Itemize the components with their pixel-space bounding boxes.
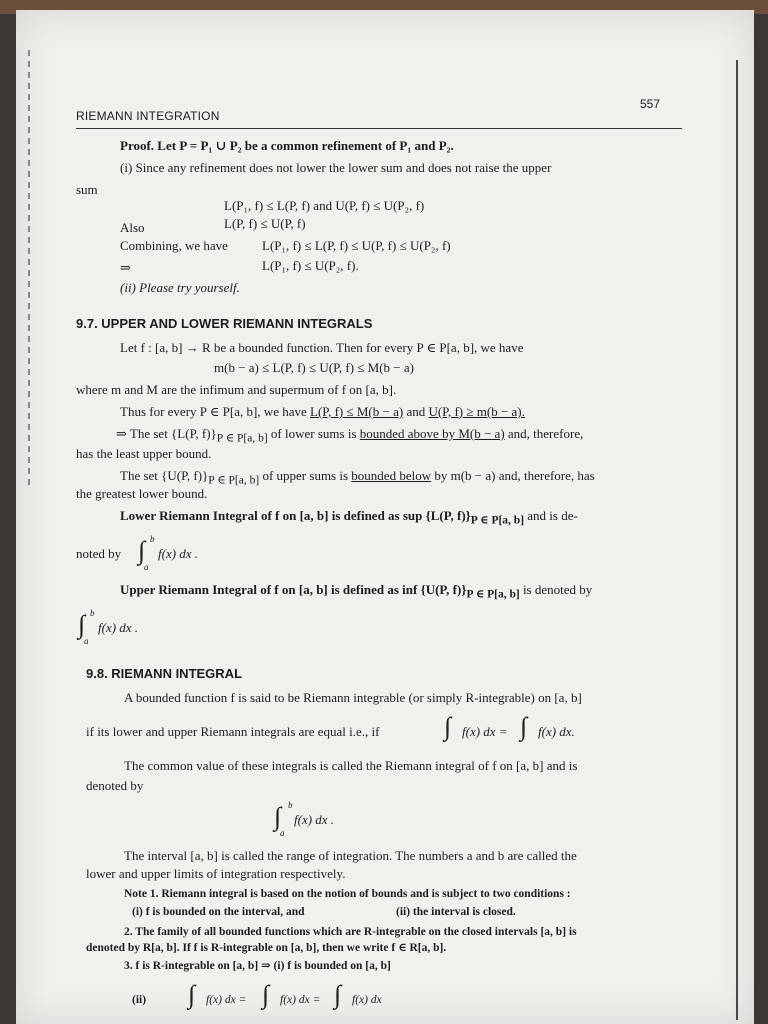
proof-eq-2: L(P, f) ≤ U(P, f) — [224, 216, 306, 231]
sec98-integral-sign-1: ∫ — [444, 712, 452, 741]
sec98-paragraph-1: A bounded function f is said to be Riemann integrable (or simply R-integrable) on [a, b] — [124, 690, 582, 705]
lower-riemann-definition — [120, 508, 578, 529]
sec97-p6-text: of upper sums is — [262, 468, 349, 483]
upper-def-continued: is denoted by — [522, 582, 593, 597]
upper-integral-body: f(x) dx . — [98, 620, 139, 635]
note-3-integral-sign-3: ∫ — [334, 980, 342, 1009]
sec97-paragraph-3 — [120, 404, 525, 420]
proof-line-2: (i) Since any refinement does not lower the lower sum and does not raise the upper — [120, 160, 552, 175]
proof-part-ii: (ii) Please try yourself. — [120, 280, 240, 295]
sec97-paragraph-2: where m and M are the infimum and supermum of f on [a, b]. — [76, 382, 397, 397]
sec97-inequality: m(b − a) ≤ L(P, f) ≤ U(P, f) ≤ M(b − a) — [214, 360, 414, 375]
sec97-paragraph-7: the greatest lower bound. — [76, 486, 208, 501]
sec97-paragraph-1: Let f : [a, b] → R be a bounded function. Then for every P ∈ P[a, b], we have — [120, 340, 524, 355]
proof-eq-4: L(P₁, f) ≤ U(P₂, f). — [262, 258, 359, 273]
header-rule — [76, 128, 682, 129]
note-1-condition-i: (i) f is bounded on the interval, and — [132, 906, 305, 918]
sec97-paragraph-5: has the least upper bound. — [76, 446, 212, 461]
sec97-paragraph-4 — [116, 426, 583, 447]
note-2-line-1: 2. The family of all bounded functions which are R-integrable on the closed intervals [a, b] is — [124, 926, 577, 938]
lower-def-continued: and is de- — [527, 508, 578, 523]
sec97-p3-and: and — [406, 404, 426, 419]
lower-def-text: Lower Riemann Integral of f on [a, b] is defined as sup {L(P, f)} — [120, 508, 471, 523]
upper-integral-sign: ∫ — [78, 610, 86, 639]
proof-implies-symbol: ⇒ — [120, 260, 131, 275]
note-1: Note 1. Riemann integral is based on the notion of bounds and is subject to two conditions : — [124, 888, 571, 900]
lower-integral-lower-limit: a — [144, 562, 149, 572]
sec97-p3-text: Thus for every P ∈ P[a, b], we have — [120, 404, 307, 419]
note-2-line-2: denoted by R[a, b]. If f is R-integrable on [a, b], then we write f ∈ R[a, b]. — [86, 942, 447, 954]
note-3-integral-body-2: f(x) dx = — [280, 994, 321, 1006]
sec97-p4-set: ⇒ The set {L(P, f)} — [116, 426, 217, 441]
proof-eq-3: L(P₁, f) ≤ L(P, f) ≤ U(P, f) ≤ U(P₂, f) — [262, 238, 451, 253]
riemann-integral-upper-limit: b — [288, 800, 293, 810]
sec97-p6-therefore: by m(b − a) and, therefore, has — [434, 468, 595, 483]
sec97-p6-subscript: P ∈ P[a, b] — [208, 474, 260, 487]
note-3-integral-sign-2: ∫ — [262, 980, 270, 1009]
upper-riemann-definition — [120, 582, 592, 603]
upper-def-subscript: P ∈ P[a, b] — [466, 588, 520, 601]
sec97-p4-subscript: P ∈ P[a, b] — [216, 432, 268, 445]
sec98-paragraph-5: The interval [a, b] is called the range of integration. The numbers a and b are called the — [124, 848, 577, 863]
sec98-paragraph-3: The common value of these integrals is called the Riemann integral of f on [a, b] and is — [124, 758, 578, 773]
sec98-paragraph-2: if its lower and upper Riemann integrals are equal i.e., if — [86, 724, 380, 739]
sec97-p6-bounded-below: bounded below — [351, 468, 432, 483]
lower-def-noted-by: noted by — [76, 546, 122, 561]
riemann-integral-body: f(x) dx . — [294, 812, 335, 827]
running-header-title: RIEMANN INTEGRATION — [76, 109, 220, 123]
riemann-integral-sign: ∫ — [274, 802, 282, 831]
upper-integral-lower-limit: a — [84, 636, 89, 646]
proof-combining-label: Combining, we have — [120, 238, 228, 253]
proof-also-label: Also — [120, 220, 145, 235]
lower-integral-body: f(x) dx . — [158, 546, 199, 561]
lower-integral-sign: ∫ — [138, 536, 146, 565]
lower-integral-upper-limit: b — [150, 534, 155, 544]
sec97-p6-set: The set {U(P, f)} — [120, 468, 209, 483]
sec97-p4-bounded-above: bounded above by M(b − a) — [359, 426, 505, 441]
section-9-7-heading: 9.7. UPPER AND LOWER RIEMANN INTEGRALS — [76, 316, 373, 331]
sec98-integral-body-1: f(x) dx = — [462, 724, 508, 739]
note-1-condition-ii: (ii) the interval is closed. — [396, 906, 516, 918]
note-3-integral-sign-1: ∫ — [188, 980, 196, 1009]
sec97-p3-lower-bound: L(P, f) ≤ M(b − a) — [310, 404, 404, 419]
note-3-integral-body-1: f(x) dx = — [206, 994, 247, 1006]
lower-def-subscript: P ∈ P[a, b] — [470, 514, 525, 527]
section-9-8-heading: 9.8. RIEMANN INTEGRAL — [86, 666, 243, 681]
sec98-paragraph-4: denoted by — [86, 778, 144, 793]
sec97-p4-therefore: and, therefore, — [507, 426, 584, 441]
page-number: 557 — [640, 97, 661, 111]
riemann-integral-lower-limit: a — [280, 828, 285, 838]
proof-line-3: sum — [76, 182, 98, 197]
proof-eq-1: L(P₁, f) ≤ L(P, f) and U(P, f) ≤ U(P₂, f) — [224, 198, 425, 213]
upper-def-text: Upper Riemann Integral of f on [a, b] is defined as inf {U(P, f)} — [120, 582, 467, 597]
sec97-p4-text: of lower sums is — [270, 426, 357, 441]
sec98-integral-body-2: f(x) dx. — [538, 724, 575, 739]
note-3: 3. f is R-integrable on [a, b] ⇒ (i) f is bounded on [a, b] — [124, 960, 391, 972]
sec98-integral-sign-2: ∫ — [520, 712, 528, 741]
upper-integral-upper-limit: b — [90, 608, 95, 618]
note-3-integral-body-3: f(x) dx — [352, 994, 382, 1006]
note-3-part-ii: (ii) — [132, 994, 147, 1006]
sec97-p3-upper-bound: U(P, f) ≥ m(b − a). — [428, 404, 525, 419]
right-margin-rule — [736, 60, 738, 1020]
margin-binding-marks — [24, 50, 34, 610]
textbook-page — [16, 10, 754, 1024]
proof-line-1: Proof. Let P = P₁ ∪ P₂ be a common refinement of P₁ and P₂. — [120, 138, 454, 153]
sec98-paragraph-6: lower and upper limits of integration respectively. — [86, 866, 346, 881]
